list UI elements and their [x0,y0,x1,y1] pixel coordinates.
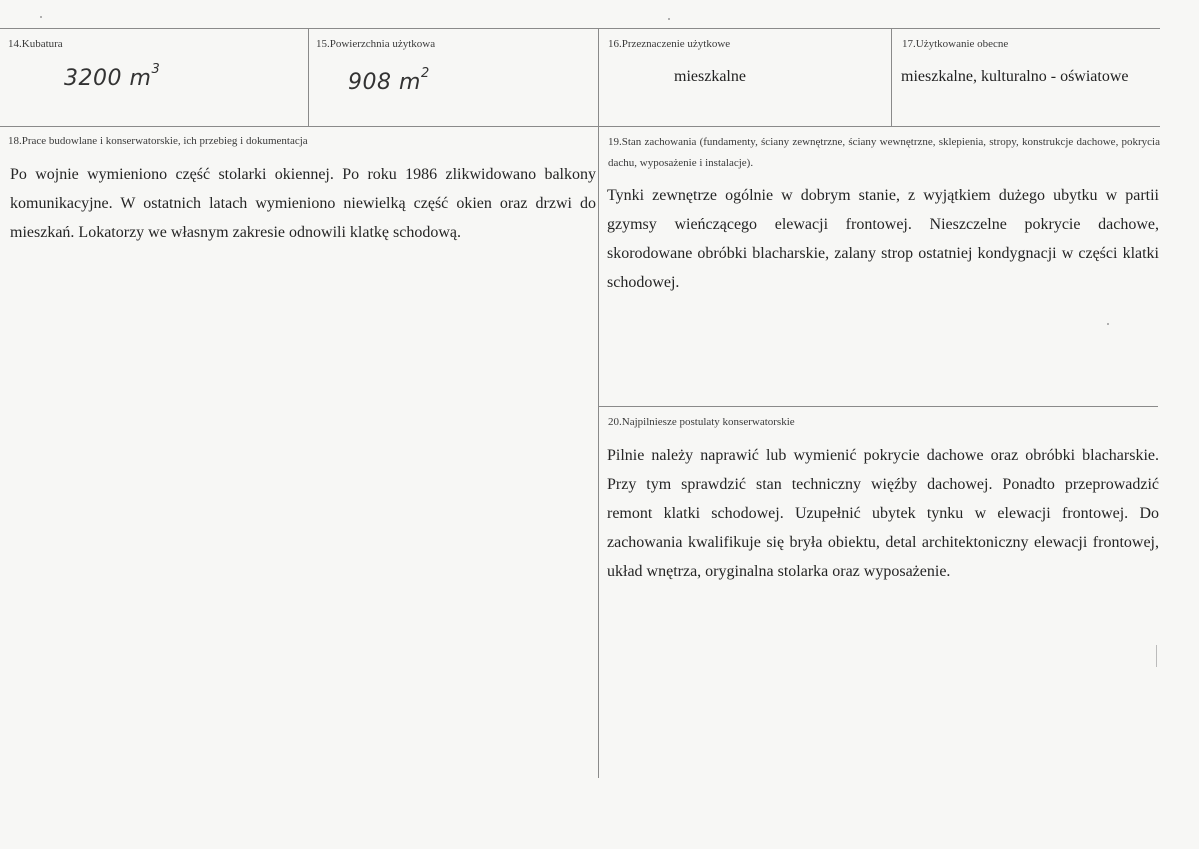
prace-label: 18.Prace budowlane i konserwatorskie, ich przebieg i dokumentacja [8,135,308,147]
col-divider-3 [891,28,892,126]
col-divider-1 [308,28,309,126]
scan-speck [1107,323,1109,325]
stan-label: 19.Stan zachowania (fundamenty, ściany zewnętrzne, ściany wewnętrzne, sklepienia, stropy, konstrukcje dachowe, pokrycia dachu, wyposażenie i instalacje). [608,136,1160,169]
row-divider-1 [0,126,1160,127]
powierzchnia-label: 15.Powierzchnia użytkowa [316,38,436,50]
scan-speck [668,18,670,20]
scan-mark [1156,645,1157,667]
postulaty-text: Pilnie należy naprawić lub wymienić pokrycie dachowe oraz obróbki blacharskie. Przy tym sprawdzić stan techniczny więźby dachowej. Ponadto przeprowadzić remont klatki schodowej. Uzupełnić ubytek tynku w elewacji frontowej. Do zachowania kwalifikuje się bryła obiektu, detal architektoniczny elewacji frontowej, układ wnętrza, oryginalna stolarka oraz wyposażenie. [607,447,1159,580]
kubatura-label: 14.Kubatura [8,38,63,50]
przeznaczenie-value: mieszkalne [674,68,746,85]
uzytkowanie-value: mieszkalne, kulturalno - oświatowe [901,68,1129,85]
kubatura-value: 3200 $m^3$ [64,62,161,91]
uzytkowanie-label: 17.Użytkowanie obecne [902,38,1009,50]
powierzchnia-value: 908 $m^2$ [348,66,430,95]
przeznaczenie-label: 16.Przeznaczenie użytkowe [608,38,731,50]
top-border [0,28,1160,29]
stan-text: Tynki zewnętrze ogólnie w dobrym stanie, z wyjątkiem dużego ubytku w partii gzymsy wieńczącego elewacji frontowej. Nieszczelne pokrycie dachowe, skorodowane obróbki blacharskie, zalany strop ostatniej kondygnacji w części klatki schodowej. [607,187,1159,291]
col-divider-2 [598,28,599,778]
prace-text: Po wojnie wymieniono część stolarki okiennej. Po roku 1986 zlikwidowano balkony komunikacyjne. W ostatnich latach wymieniono niewielką część okien oraz drzwi do mieszkań. Lokatorzy we własnym zakresie odnowili klatkę schodową. [10,166,596,241]
postulaty-label: 20.Najpilniesze postulaty konserwatorskie [608,416,795,428]
scan-speck [40,16,42,18]
section-divider-20 [598,406,1158,407]
